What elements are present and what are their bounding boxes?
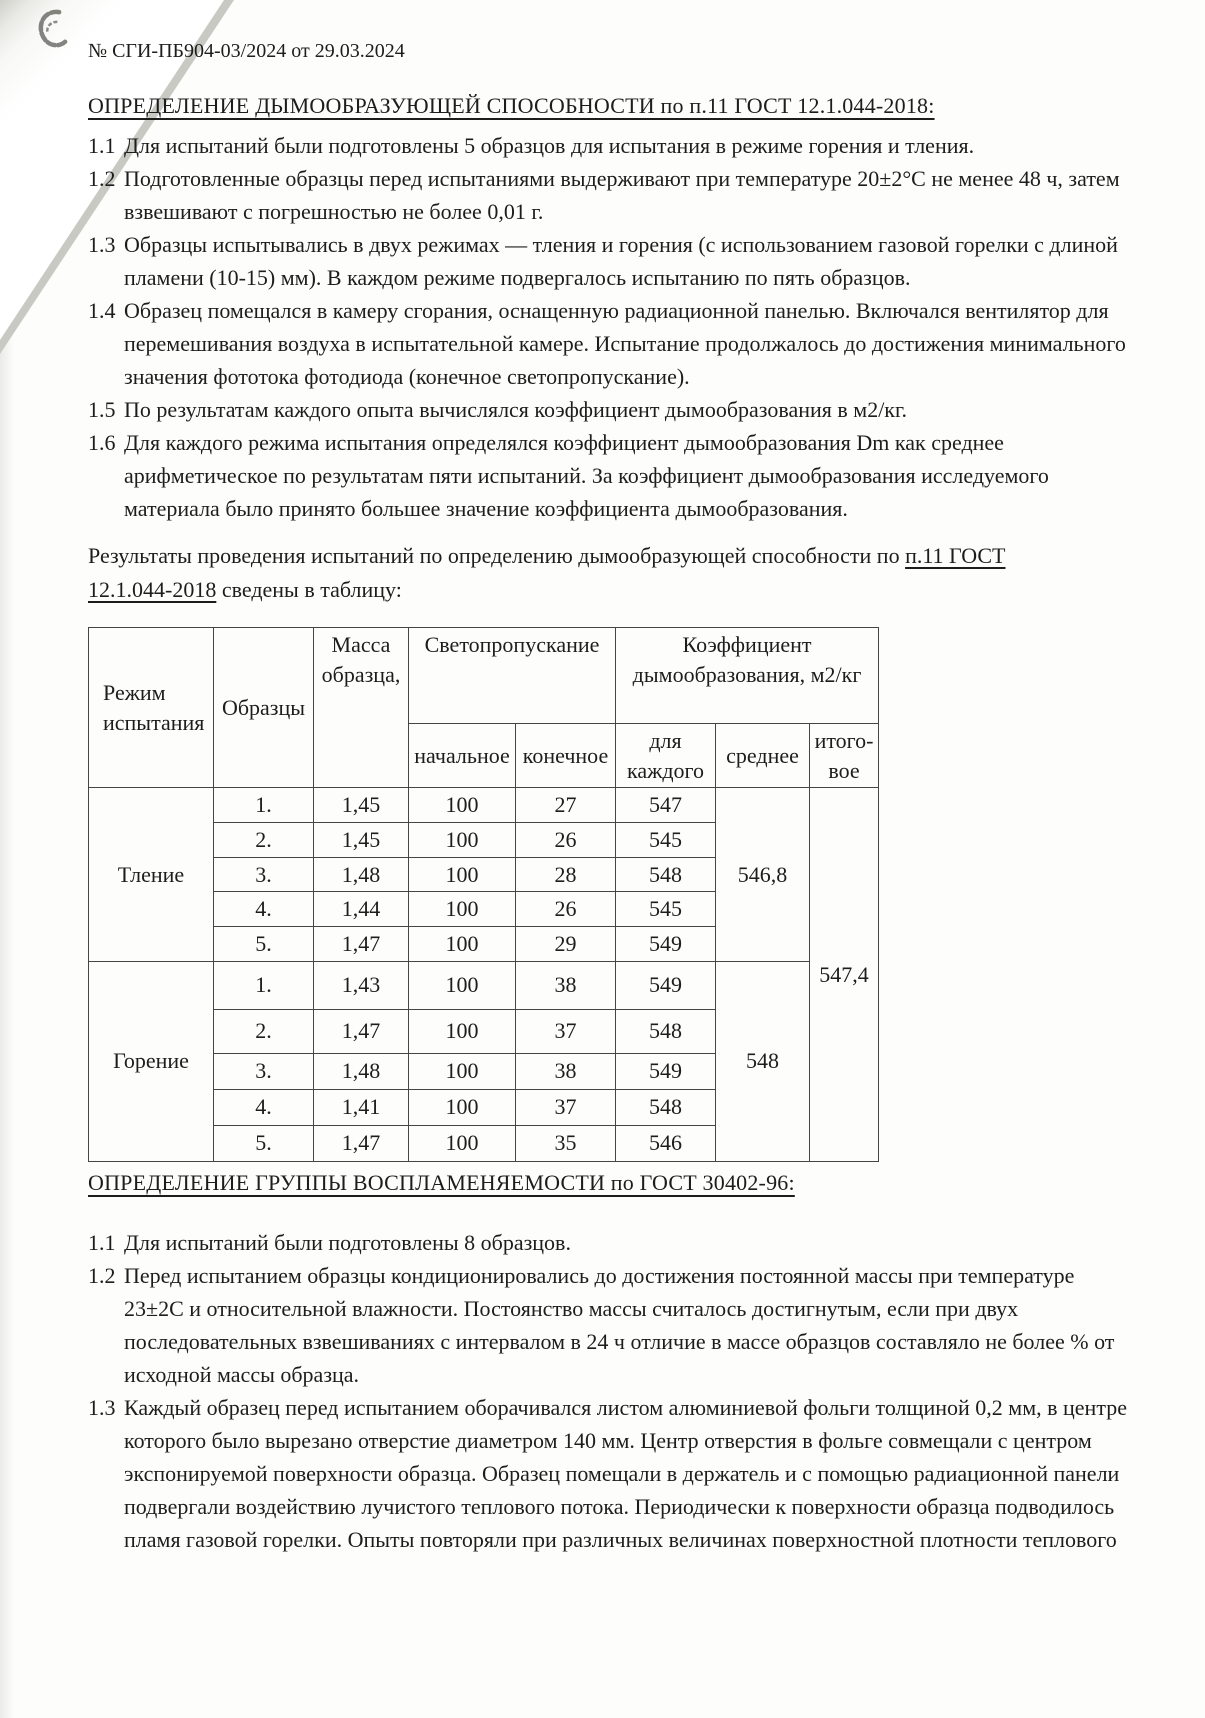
cell-initial: 100 bbox=[409, 857, 516, 892]
cell-coef: 549 bbox=[616, 961, 716, 1009]
cell-mass: 1,47 bbox=[314, 1009, 409, 1053]
item-text: Для испытаний были подготовлены 8 образцов. bbox=[124, 1229, 571, 1255]
list-item bbox=[88, 1226, 1135, 1259]
cell-sample-number: 3. bbox=[214, 1053, 314, 1089]
cell-mass: 1,48 bbox=[314, 1053, 409, 1089]
item-text: Подготовленные образцы перед испытаниями выдерживают при температуре 20±2°С не менее 48 ч, затем взвешивают с погрешностью не более 0,01 г. bbox=[124, 166, 1120, 224]
item-text: Образец помещался в камеру сгорания, оснащенную радиационной панелью. Включался вентилятор для перемешивания воздуха в испытательной камере. Испытание продолжалось до достижения минимального значения фототока фотодиода (конечное светопропускание). bbox=[124, 298, 1126, 389]
cell-mass: 1,44 bbox=[314, 892, 409, 927]
item-text: По результатам каждого опыта вычислялся коэффициент дымообразования в м2/кг. bbox=[124, 397, 908, 422]
cell-initial: 100 bbox=[409, 788, 516, 823]
cell-sample-number: 5. bbox=[214, 927, 314, 962]
header-total: итого-вое bbox=[810, 724, 879, 788]
cell-mass: 1,45 bbox=[314, 788, 409, 823]
cell-average: 546,8 bbox=[716, 788, 810, 961]
item-text: Для каждого режима испытания определялся коэффициент дымообразования Dm как среднее арифметическое по результатам пяти испытаний. За коэффициент дымообразования исследуемого материала было принято большее значение коэффициента дымообразования. bbox=[124, 430, 1049, 521]
cell-mass: 1,41 bbox=[314, 1089, 409, 1125]
cell-mass: 1,47 bbox=[314, 1125, 409, 1161]
results-gost-reference: п.11 ГОСТ 12.1.044-2018 bbox=[88, 543, 1006, 602]
cell-initial: 100 bbox=[409, 892, 516, 927]
list-item bbox=[88, 1259, 1135, 1391]
table-header bbox=[89, 628, 879, 788]
document-number: № СГИ-ПБ904-03/2024 от 29.03.2024 bbox=[88, 40, 405, 62]
cell-mass: 1,43 bbox=[314, 961, 409, 1009]
header-average: среднее bbox=[716, 724, 810, 788]
section1-list bbox=[88, 129, 1135, 525]
cell-mass: 1,45 bbox=[314, 823, 409, 858]
cell-coef: 546 bbox=[616, 1125, 716, 1161]
cell-initial: 100 bbox=[409, 927, 516, 962]
item-text: Для испытаний были подготовлены 5 образцов для испытания в режиме горения и тления. bbox=[124, 133, 975, 158]
results-text-suffix: сведены в таблицу: bbox=[216, 577, 402, 602]
cell-initial: 100 bbox=[409, 823, 516, 858]
cell-mass: 1,48 bbox=[314, 857, 409, 892]
cell-initial: 100 bbox=[409, 1089, 516, 1125]
header-transmission-group: Светопропускание bbox=[409, 628, 616, 724]
header-final: конечное bbox=[516, 724, 616, 788]
cell-coef: 545 bbox=[616, 823, 716, 858]
header-regime: Режим испытания bbox=[89, 628, 214, 788]
header-coefficient-group: Коэффициент дымообразования, м2/кг bbox=[616, 628, 879, 724]
cell-mass: 1,47 bbox=[314, 927, 409, 962]
results-text-prefix: Результаты проведения испытаний по определению дымообразующей способности по bbox=[88, 543, 906, 568]
item-number: 1.1 bbox=[88, 1229, 116, 1255]
cell-sample-number: 1. bbox=[214, 961, 314, 1009]
list-item bbox=[88, 1391, 1135, 1556]
table-header-row bbox=[89, 628, 879, 724]
cell-sample-number: 4. bbox=[214, 892, 314, 927]
cell-sample-number: 5. bbox=[214, 1125, 314, 1161]
list-item bbox=[88, 393, 1135, 426]
cell-final: 37 bbox=[516, 1009, 616, 1053]
cell-final: 38 bbox=[516, 961, 616, 1009]
cell-coef: 549 bbox=[616, 1053, 716, 1089]
item-number: 1.3 bbox=[88, 1394, 116, 1420]
cell-final: 35 bbox=[516, 1125, 616, 1161]
cell-coef: 548 bbox=[616, 857, 716, 892]
table-body bbox=[89, 788, 879, 1161]
cell-initial: 100 bbox=[409, 1053, 516, 1089]
cell-mode: Тление bbox=[89, 788, 214, 961]
cell-sample-number: 4. bbox=[214, 1089, 314, 1125]
cell-sample-number: 2. bbox=[214, 823, 314, 858]
header-samples: Образцы bbox=[214, 628, 314, 788]
item-number: 1.1 bbox=[88, 133, 116, 158]
list-item bbox=[88, 294, 1135, 393]
cell-average: 548 bbox=[716, 961, 810, 1161]
table-row bbox=[89, 788, 879, 823]
section2-heading: ОПРЕДЕЛЕНИЕ ГРУППЫ ВОСПЛАМЕНЯЕМОСТИ по ГОСТ 30402-96: bbox=[88, 1169, 795, 1195]
section2-list bbox=[88, 1226, 1135, 1556]
cell-coef: 548 bbox=[616, 1089, 716, 1125]
cell-grand-total: 547,4 bbox=[810, 788, 879, 1161]
cell-final: 29 bbox=[516, 927, 616, 962]
cell-initial: 100 bbox=[409, 1009, 516, 1053]
list-item bbox=[88, 162, 1135, 228]
cell-coef: 549 bbox=[616, 927, 716, 962]
cell-final: 26 bbox=[516, 823, 616, 858]
cell-initial: 100 bbox=[409, 1125, 516, 1161]
header-mass: Масса образца, bbox=[314, 628, 409, 788]
item-number: 1.2 bbox=[88, 1262, 116, 1288]
item-number: 1.3 bbox=[88, 232, 116, 257]
cell-initial: 100 bbox=[409, 961, 516, 1009]
cell-mode: Горение bbox=[89, 961, 214, 1161]
item-number: 1.6 bbox=[88, 430, 116, 455]
cell-sample-number: 1. bbox=[214, 788, 314, 823]
cell-coef: 545 bbox=[616, 892, 716, 927]
item-text: Перед испытанием образцы кондиционировались до достижения постоянной массы при температуре 23±2С и относительной влажности. Постоянство массы считалось достигнутым, если при двух последовательных взвешиваниях с интервалом в 24 ч отличие в массе образцов составляло не более % от исходной массы образца. bbox=[124, 1262, 1115, 1387]
cell-final: 28 bbox=[516, 857, 616, 892]
section1-heading: ОПРЕДЕЛЕНИЕ ДЫМООБРАЗУЮЩЕЙ СПОСОБНОСТИ по п.11 ГОСТ 12.1.044-2018: bbox=[88, 93, 935, 118]
cell-final: 26 bbox=[516, 892, 616, 927]
cell-final: 38 bbox=[516, 1053, 616, 1089]
results-paragraph bbox=[88, 539, 1088, 607]
item-text: Образцы испытывались в двух режимах — тления и горения (с использованием газовой горелки с длиной пламени (10-15) мм). В каждом режиме подвергалось испытанию по пять образцов. bbox=[124, 232, 1118, 290]
table-row bbox=[89, 961, 879, 1009]
cell-sample-number: 2. bbox=[214, 1009, 314, 1053]
cell-coef: 548 bbox=[616, 1009, 716, 1053]
cell-final: 37 bbox=[516, 1089, 616, 1125]
header-initial: начальное bbox=[409, 724, 516, 788]
cell-final: 27 bbox=[516, 788, 616, 823]
list-item bbox=[88, 228, 1135, 294]
header-per-each: для каждого bbox=[616, 724, 716, 788]
smoke-coefficient-table bbox=[88, 627, 879, 1162]
cell-coef: 547 bbox=[616, 788, 716, 823]
item-text: Каждый образец перед испытанием оборачивался листом алюминиевой фольги толщиной 0,2 мм, в центре которого было вырезано отверстие диаметром 140 мм. Центр отверстия в фольге совмещали с центром экспонируемой поверхности образца. Образец помещали в держатель и с помощью радиационной панели подвергали воздействию лучистого теплового потока. Периодически к поверхности образца подводилось пламя газовой горелки. Опыты повторяли при различных величинах поверхностной плотности теплового bbox=[124, 1394, 1127, 1552]
item-number: 1.4 bbox=[88, 298, 116, 323]
cell-sample-number: 3. bbox=[214, 857, 314, 892]
item-number: 1.2 bbox=[88, 166, 116, 191]
list-item bbox=[88, 129, 1135, 162]
list-item bbox=[88, 426, 1135, 525]
item-number: 1.5 bbox=[88, 397, 116, 422]
